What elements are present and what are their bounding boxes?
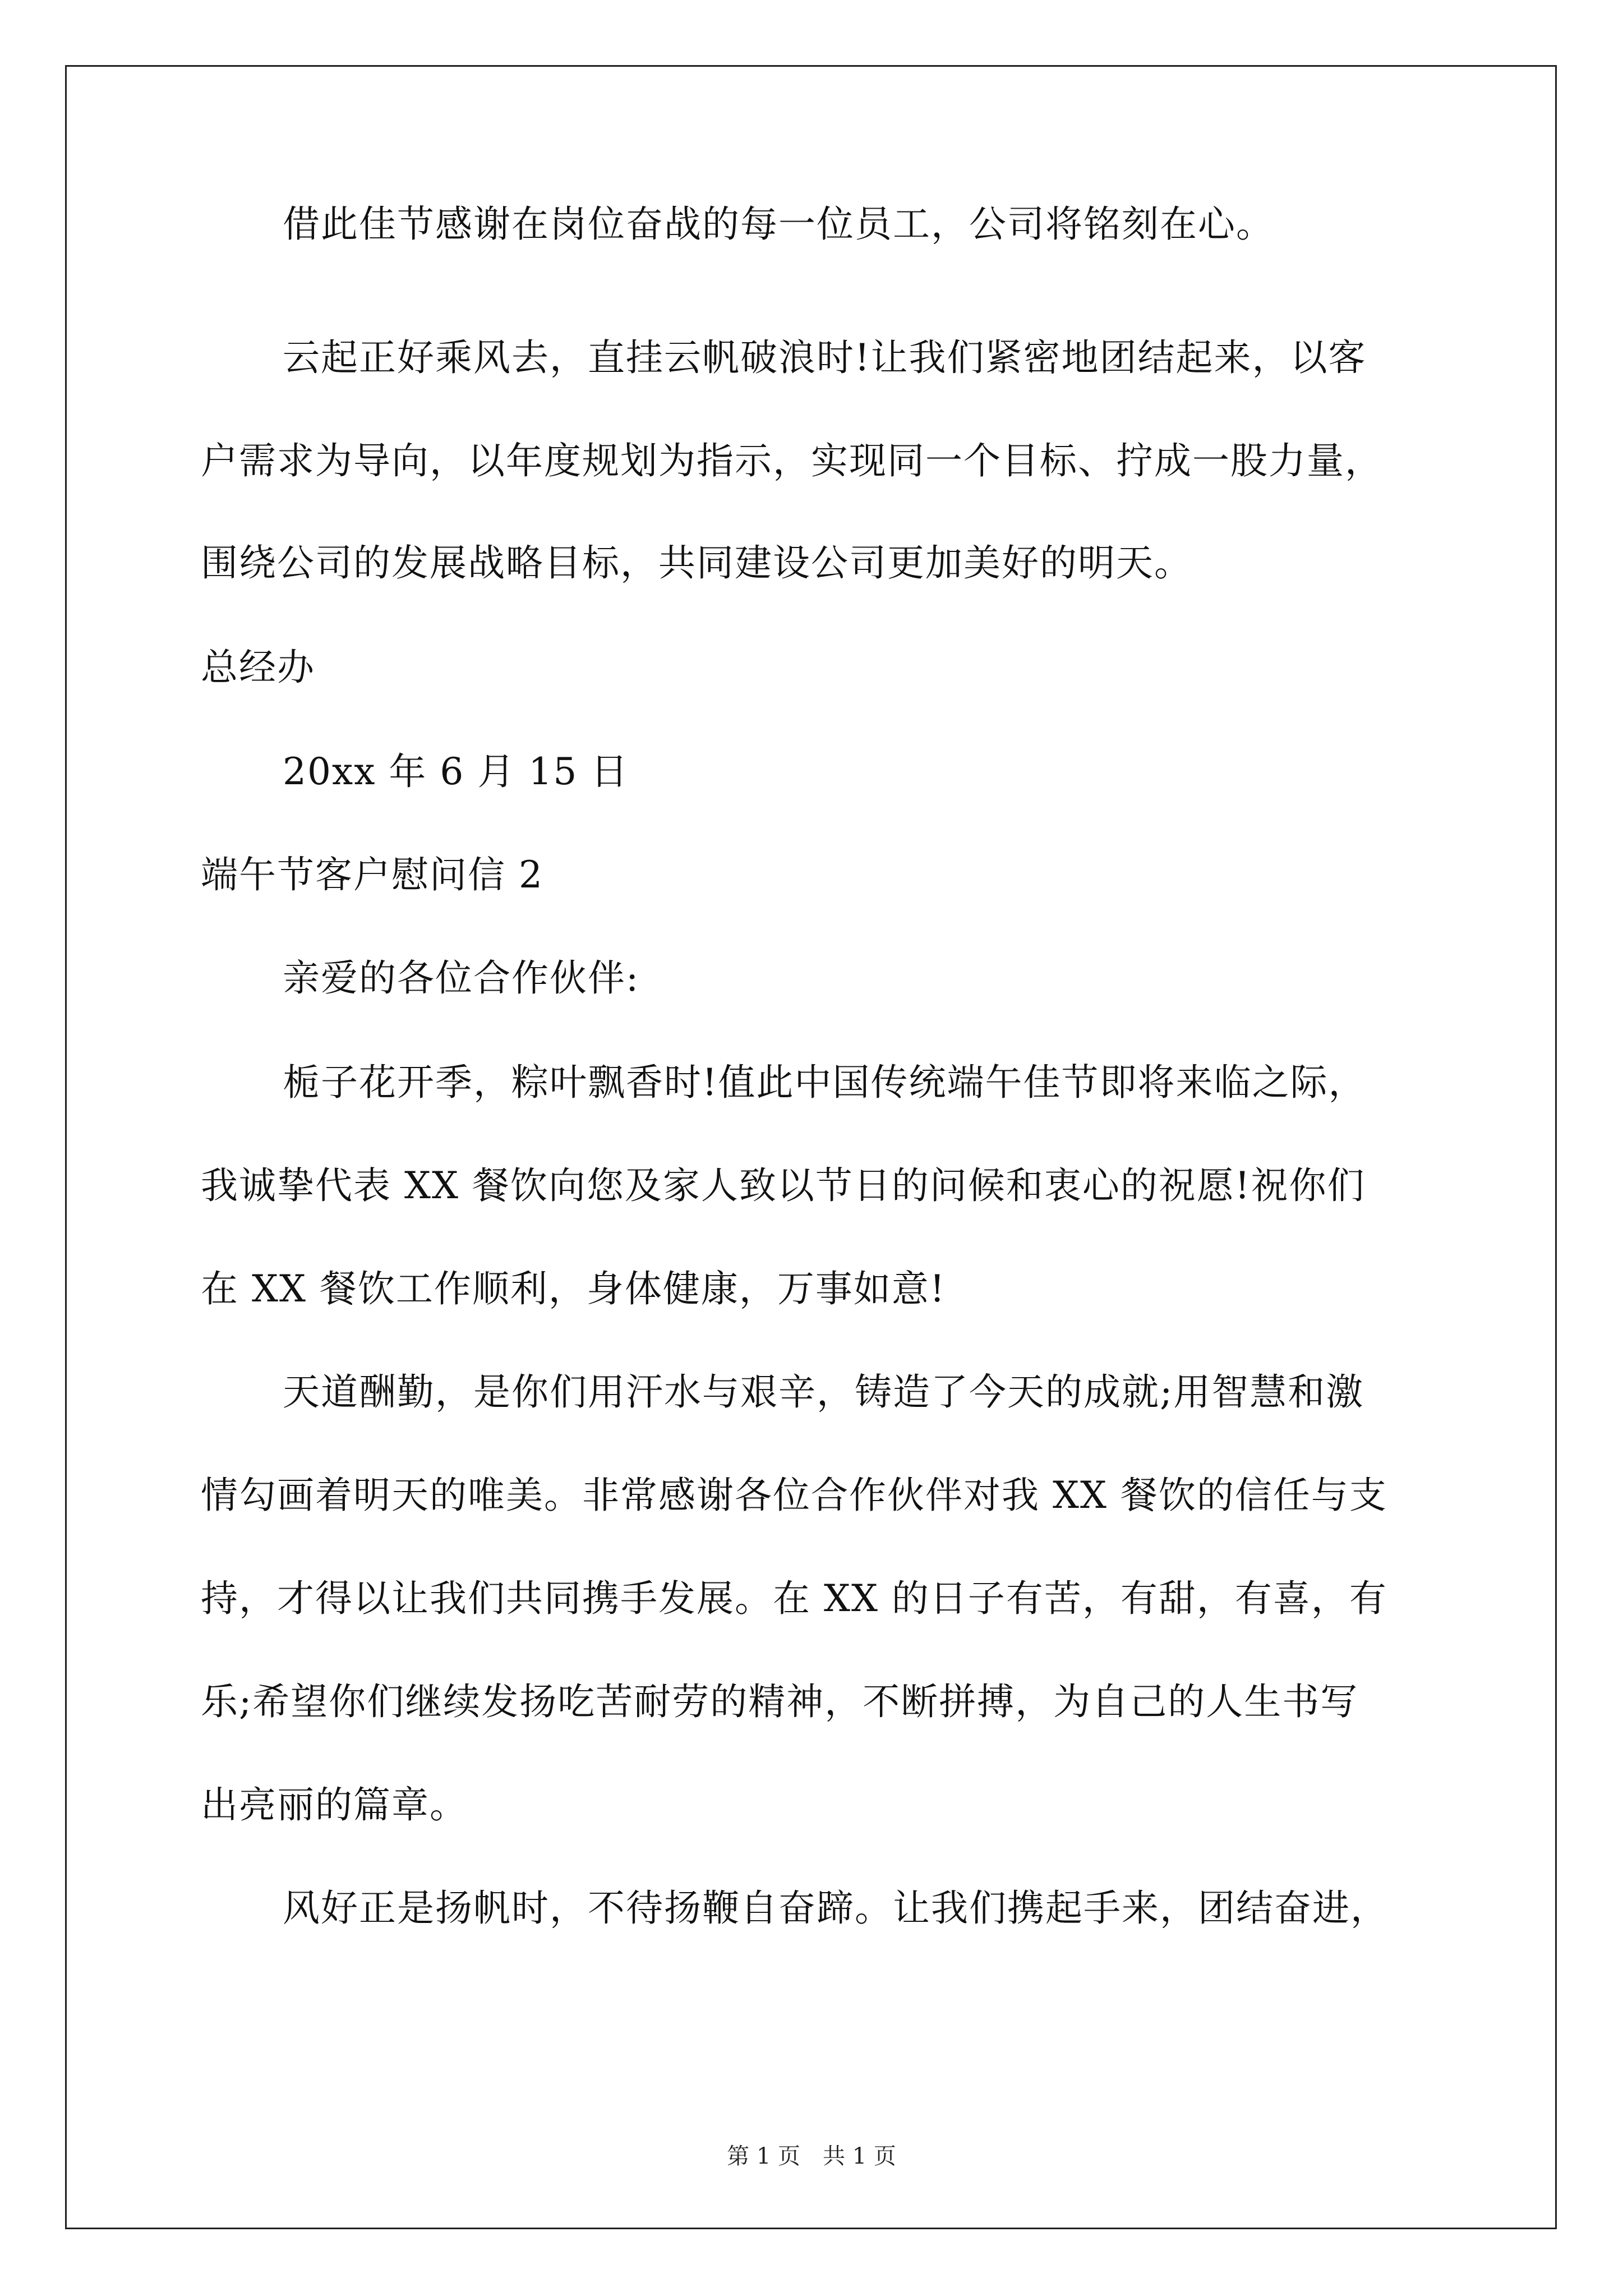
salutation: 亲爱的各位合作伙伴: bbox=[283, 956, 640, 1000]
paragraph-line: 户需求为导向，以年度规划为指示，实现同一个目标、拧成一股力量， bbox=[201, 439, 1383, 482]
paragraph-line: 持，才得以让我们共同携手发展。在 XX 的日子有苦，有甜，有喜，有 bbox=[201, 1577, 1387, 1620]
paragraph-line: 在 XX 餐饮工作顺利，身体健康，万事如意! bbox=[201, 1267, 946, 1310]
paragraph-line: 情勾画着明天的唯美。非常感谢各位合作伙伴对我 XX 餐饮的信任与支 bbox=[201, 1474, 1387, 1517]
paragraph-line: 出亮丽的篇章。 bbox=[201, 1783, 468, 1826]
paragraph-line: 栀子花开季，粽叶飘香时!值此中国传统端午佳节即将来临之际， bbox=[283, 1061, 1367, 1104]
signature-department: 总经办 bbox=[201, 646, 315, 689]
paragraph-line: 我诚挚代表 XX 餐饮向您及家人致以节日的问候和衷心的祝愿!祝你们 bbox=[201, 1164, 1366, 1207]
paragraph-line: 围绕公司的发展战略目标，共同建设公司更加美好的明天。 bbox=[201, 541, 1192, 585]
paragraph-line: 天道酬勤，是你们用汗水与艰辛，铸造了今天的成就;用智慧和激 bbox=[283, 1370, 1364, 1414]
paragraph-line: 风好正是扬帆时，不待扬鞭自奋蹄。让我们携起手来，团结奋进， bbox=[283, 1887, 1389, 1930]
signature-date: 20xx 年 6 月 15 日 bbox=[283, 750, 629, 793]
paragraph-line: 乐;希望你们继续发扬吃苦耐劳的精神，不断拼搏，为自己的人生书写 bbox=[201, 1680, 1359, 1723]
section-title: 端午节客户慰问信 2 bbox=[201, 853, 543, 896]
page-footer: 第 1 页 共 1 页 bbox=[727, 2143, 896, 2169]
paragraph-line: 借此佳节感谢在岗位奋战的每一位员工，公司将铭刻在心。 bbox=[283, 203, 1274, 246]
paragraph-line: 云起正好乘风去，直挂云帆破浪时!让我们紧密地团结起来，以客 bbox=[283, 336, 1367, 379]
